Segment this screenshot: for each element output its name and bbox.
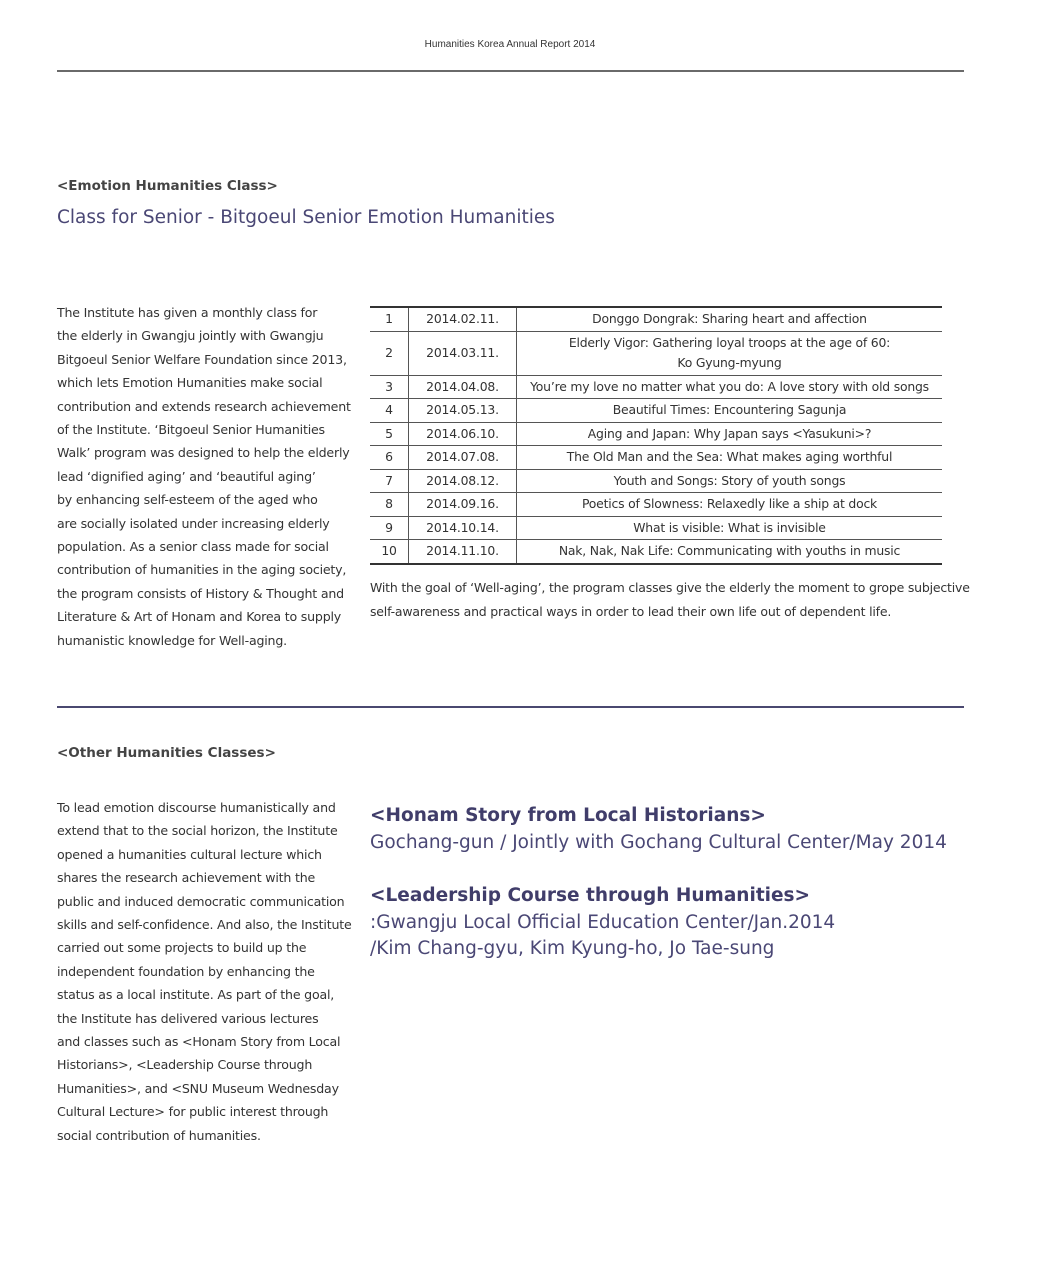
event-leadership-course xyxy=(370,883,835,963)
body-line: Historians>, <Leadership Course through xyxy=(57,1057,313,1073)
session-title: Youth and Songs: Story of youth songs xyxy=(517,469,943,493)
body-line: which lets Emotion Humanities make social xyxy=(57,375,323,391)
table-row xyxy=(370,446,942,470)
section-label-emotion: <Emotion Humanities Class> xyxy=(57,178,278,194)
body-line: the elderly in Gwangju jointly with Gwangju xyxy=(57,328,324,344)
note-line: self-awareness and practical ways in order to lead their own life out of dependent life. xyxy=(370,603,892,619)
body-line: Bitgoeul Senior Welfare Foundation since 2013, xyxy=(57,351,347,367)
body-line: public and induced democratic communication xyxy=(57,893,345,909)
body-line: independent foundation by enhancing the xyxy=(57,963,315,979)
body-line: population. As a senior class made for social xyxy=(57,539,329,555)
session-number: 3 xyxy=(370,375,409,399)
body-line: are socially isolated under increasing elderly xyxy=(57,515,330,531)
body-line: social contribution of humanities. xyxy=(57,1127,261,1143)
table-row xyxy=(370,469,942,493)
body-line: of the Institute. ‘Bitgoeul Senior Humanities xyxy=(57,422,325,438)
body-line: the program consists of History & Thought and xyxy=(57,585,344,601)
body-line: skills and self-confidence. And also, the Institute xyxy=(57,917,352,933)
running-header: Humanities Korea Annual Report 2014 xyxy=(424,39,596,50)
session-title-line: Ko Gyung-myung xyxy=(677,355,782,370)
body-line: opened a humanities cultural lecture which xyxy=(57,846,322,862)
body-line: and classes such as <Honam Story from Local xyxy=(57,1034,341,1050)
body-line: humanistic knowledge for Well-aging. xyxy=(57,632,287,648)
emotion-body-text xyxy=(57,301,349,652)
session-title-line: Elderly Vigor: Gathering loyal troops at the age of 60: xyxy=(568,335,891,350)
body-line: by enhancing self-esteem of the aged who xyxy=(57,492,318,508)
session-number: 10 xyxy=(370,540,409,564)
table-row xyxy=(370,540,942,564)
session-date: 2014.08.12. xyxy=(409,469,517,493)
body-line: the Institute has delivered various lectures xyxy=(57,1010,319,1026)
session-title: You’re my love no matter what you do: A love story with old songs xyxy=(517,375,943,399)
class-schedule-table xyxy=(370,306,942,565)
session-date: 2014.11.10. xyxy=(409,540,517,564)
body-line: Walk’ program was designed to help the elderly xyxy=(57,445,350,461)
session-date: 2014.07.08. xyxy=(409,446,517,470)
session-number: 1 xyxy=(370,307,409,331)
body-line: status as a local institute. As part of the goal, xyxy=(57,987,335,1003)
table-row xyxy=(370,375,942,399)
session-title: Donggo Dongrak: Sharing heart and affection xyxy=(517,307,943,331)
event-honam-story xyxy=(370,803,947,856)
session-date: 2014.03.11. xyxy=(409,331,517,375)
body-line: extend that to the social horizon, the Institute xyxy=(57,823,338,839)
table-row xyxy=(370,307,942,331)
section-divider xyxy=(57,706,964,708)
program-goal-note xyxy=(370,576,970,623)
table-row xyxy=(370,399,942,423)
table-row xyxy=(370,516,942,540)
session-number: 6 xyxy=(370,446,409,470)
body-line: The Institute has given a monthly class for xyxy=(57,305,318,320)
session-date: 2014.10.14. xyxy=(409,516,517,540)
table-row xyxy=(370,493,942,517)
session-title: Poetics of Slowness: Relaxedly like a ship at dock xyxy=(517,493,943,517)
body-line: carried out some projects to build up the xyxy=(57,940,307,956)
event-title: <Honam Story from Local Historians> xyxy=(370,805,766,826)
note-line: With the goal of ‘Well-aging’, the program classes give the elderly the moment to grope subjective xyxy=(370,580,970,595)
session-number: 8 xyxy=(370,493,409,517)
session-number: 5 xyxy=(370,422,409,446)
section-label-other: <Other Humanities Classes> xyxy=(57,745,276,761)
session-number: 7 xyxy=(370,469,409,493)
body-line: shares the research achievement with the xyxy=(57,870,316,886)
body-line: Humanities>, and <SNU Museum Wednesday xyxy=(57,1080,339,1096)
body-line: Cultural Lecture> for public interest through xyxy=(57,1104,329,1120)
session-title: Beautiful Times: Encountering Sagunja xyxy=(517,399,943,423)
body-line: lead ‘dignified aging’ and ‘beautiful aging’ xyxy=(57,468,316,484)
session-title: Nak, Nak, Nak Life: Communicating with youths in music xyxy=(517,540,943,564)
body-line: Literature & Art of Honam and Korea to supply xyxy=(57,609,342,625)
session-date: 2014.06.10. xyxy=(409,422,517,446)
session-date: 2014.02.11. xyxy=(409,307,517,331)
event-detail: /Kim Chang-gyu, Kim Kyung-ho, Jo Tae-sung xyxy=(370,938,775,959)
session-number: 9 xyxy=(370,516,409,540)
session-title: What is visible: What is invisible xyxy=(517,516,943,540)
table-row xyxy=(370,422,942,446)
header-divider xyxy=(57,70,964,72)
session-date: 2014.09.16. xyxy=(409,493,517,517)
section-subtitle: Class for Senior - Bitgoeul Senior Emotion Humanities xyxy=(57,207,555,228)
session-number: 4 xyxy=(370,399,409,423)
event-detail: :Gwangju Local Official Education Center/Jan.2014 xyxy=(370,911,836,933)
session-title: The Old Man and the Sea: What makes aging worthful xyxy=(517,446,943,470)
body-line: contribution of humanities in the aging society, xyxy=(57,562,347,578)
other-body-text xyxy=(57,796,352,1147)
event-detail: Gochang-gun / Jointly with Gochang Cultural Center/May 2014 xyxy=(370,831,947,853)
body-line: To lead emotion discourse humanistically and xyxy=(57,800,336,815)
event-title: <Leadership Course through Humanities> xyxy=(370,885,811,906)
session-title xyxy=(517,331,943,375)
session-date: 2014.04.08. xyxy=(409,375,517,399)
session-date: 2014.05.13. xyxy=(409,399,517,423)
table-row xyxy=(370,331,942,375)
session-number: 2 xyxy=(370,331,409,375)
body-line: contribution and extends research achievement xyxy=(57,398,351,414)
session-title: Aging and Japan: Why Japan says <Yasukuni>? xyxy=(517,422,943,446)
